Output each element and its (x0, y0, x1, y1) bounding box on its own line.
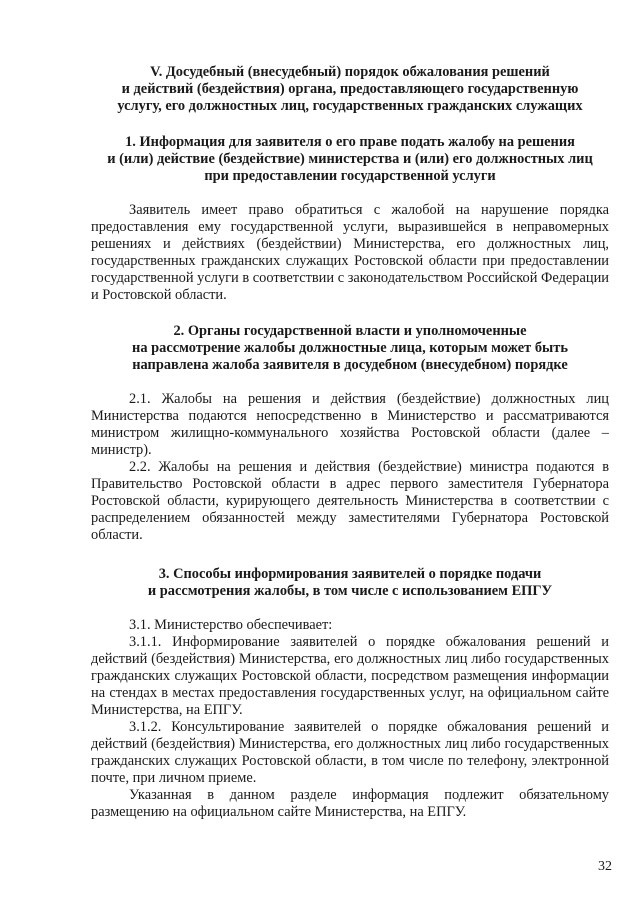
section-title-line: и действий (бездействия) органа, предоставляющего государственную (121, 81, 579, 97)
heading-line: 2. Органы государственной власти и уполномоченные (173, 323, 527, 339)
heading-line: 1. Информация для заявителя о его праве подать жалобу на решения (125, 134, 575, 150)
heading-line: при предоставлении государственной услуги (204, 168, 496, 184)
paragraph: 3.1. Министерство обеспечивает: (129, 617, 333, 633)
heading-line: направлена жалоба заявителя в досудебном (внесудебном) порядке (132, 357, 568, 373)
subsection-3-body (91, 617, 609, 821)
paragraph: 3.1.2. Консультирование заявителей о порядке обжалования решений и действий (бездействия) Министерства, его должностных лиц либо государственных гражданских служащих Ростовской области, в том числе по телефону, электронной почте, при личном приеме. (91, 719, 609, 786)
page-number: 32 (598, 859, 612, 874)
heading-line: на рассмотрение жалобы должностные лица, которым может быть (132, 340, 568, 356)
subsection-2-body (91, 391, 609, 544)
heading-line: и рассмотрения жалобы, в том числе с использованием ЕПГУ (147, 583, 553, 599)
paragraph: 2.2. Жалобы на решения и действия (бездействие) министра подаются в Правительство Ростовской области в адрес первого заместителя Губернатора Ростовской области, курирующего деятельность Министерства в соответствии с распределением обязанностей между заместителями Губернатора Ростовской области. (91, 459, 609, 543)
section-title-line: V. Досудебный (внесудебный) порядок обжалования решений (150, 64, 550, 80)
paragraph: Указанная в данном разделе информация подлежит обязательному размещению на официальном сайте Министерства, на ЕПГУ. (91, 787, 609, 820)
section-title (60, 64, 640, 115)
heading-line: и (или) действие (бездействие) министерства и (или) его должностных лиц (107, 151, 593, 167)
section-title-line: услугу, его должностных лиц, государственных гражданских служащих (117, 98, 583, 114)
paragraph: Заявитель имеет право обратиться с жалобой на нарушение порядка предоставления ему государственной услуги, выразившейся в неправомерных решениях и действиях (бездействии) Министерства, его должностных лиц, государственных гражданских служащих Ростовской области при предоставлении государственной услуги в соответствии с законодательством Российской Федерации и Ростовской области. (91, 202, 609, 303)
paragraph: 3.1.1. Информирование заявителей о порядке обжалования решений и действий (бездействия) Министерства, его должностных лиц либо государственных гражданских служащих Ростовской области, посредством размещения информации на стендах в местах предоставления государственных услуг, на официальном сайте Министерства, на ЕПГУ. (91, 634, 609, 718)
subsection-1-heading (60, 134, 640, 185)
paragraph: 2.1. Жалобы на решения и действия (бездействие) должностных лиц Министерства подаются непосредственно в Министерство и рассматриваются министром жилищно-коммунального хозяйства Ростовской области (далее – министр). (91, 391, 609, 458)
heading-line: 3. Способы информирования заявителей о порядке подачи (158, 566, 542, 582)
subsection-1-body (91, 202, 609, 304)
subsection-3-heading (60, 566, 640, 600)
subsection-2-heading (60, 323, 640, 374)
